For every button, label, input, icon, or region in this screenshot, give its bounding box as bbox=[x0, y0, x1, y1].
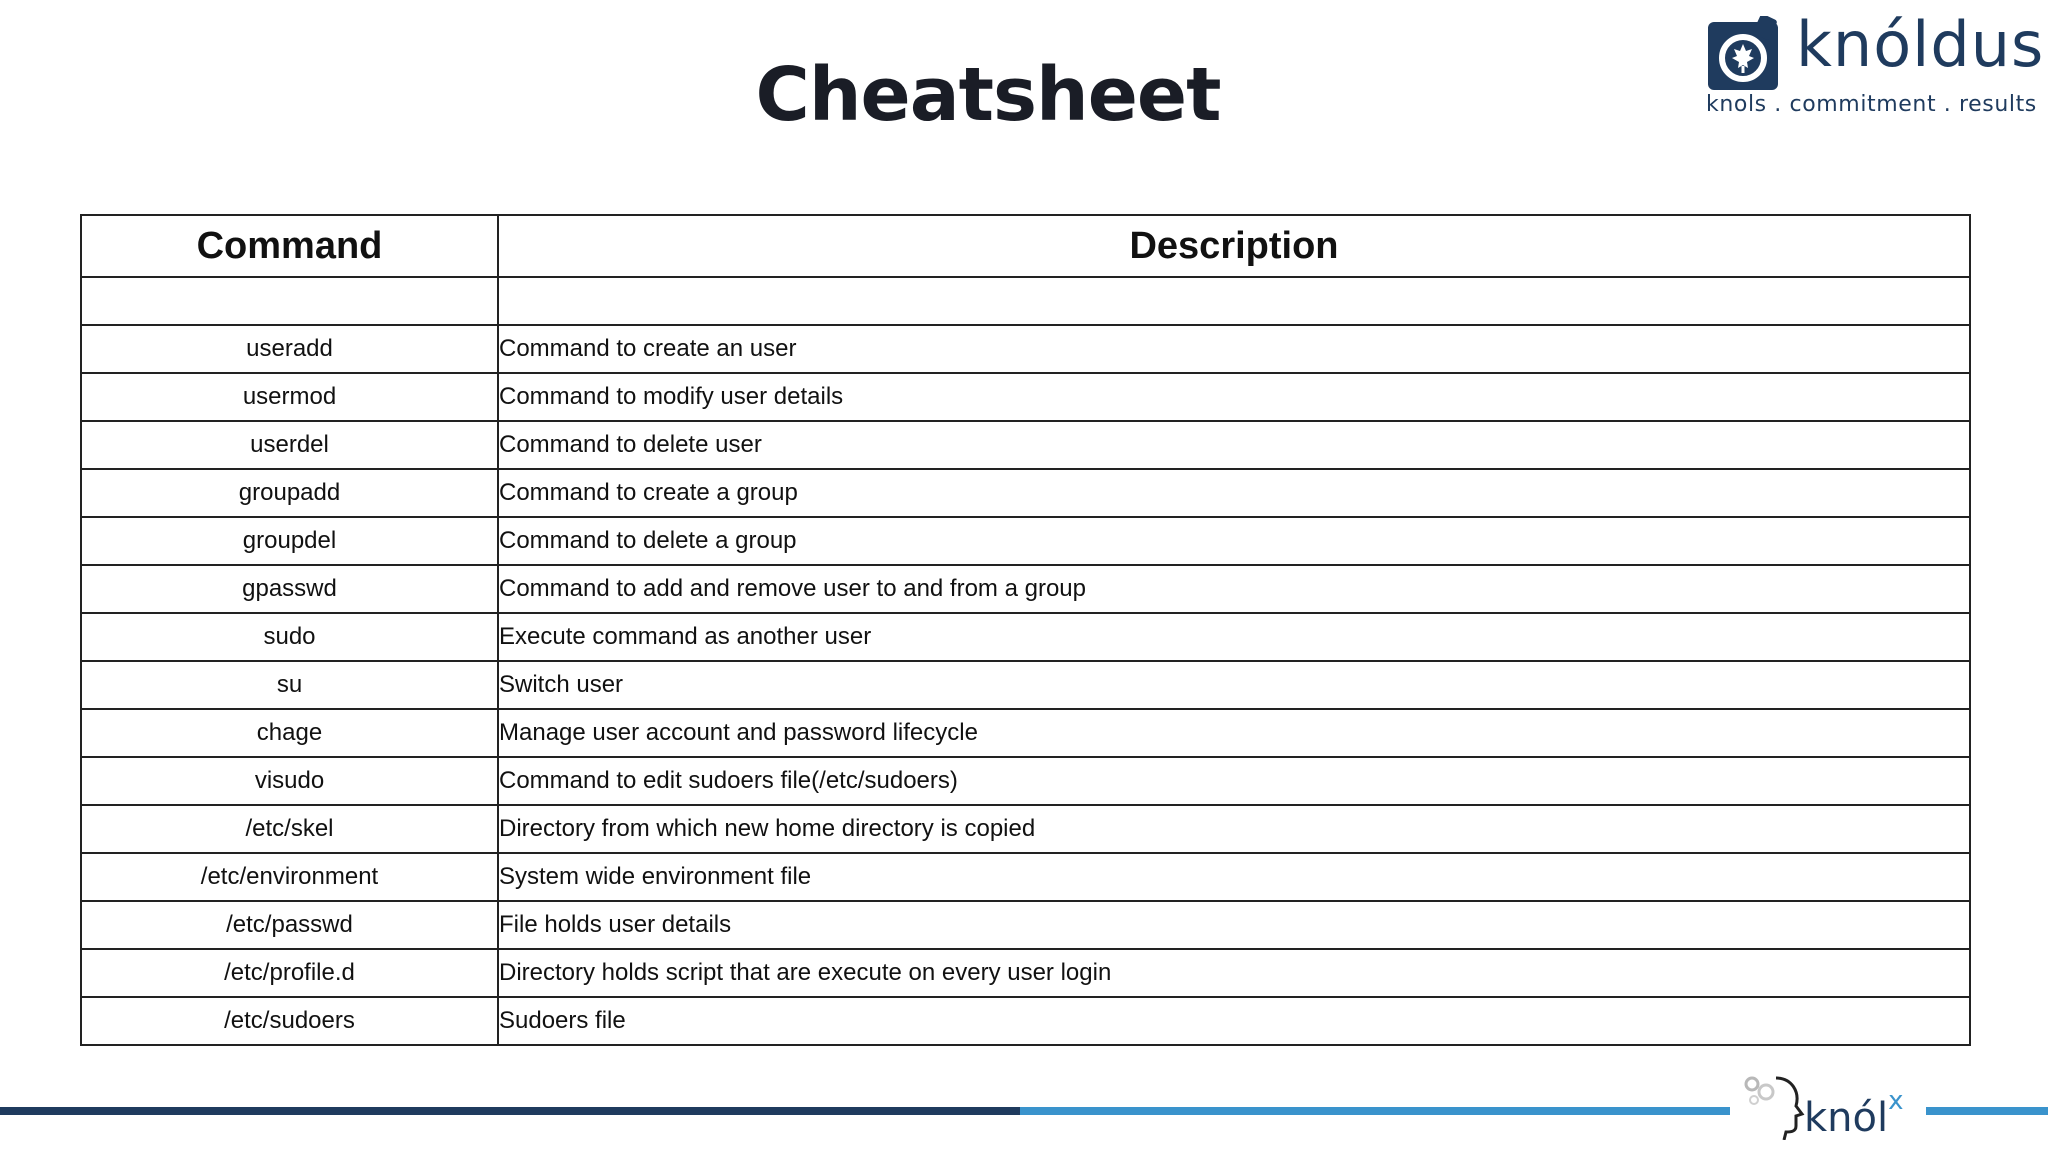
table-header-row bbox=[81, 215, 1970, 277]
command-cell: chage bbox=[81, 709, 498, 757]
table-row bbox=[81, 373, 1970, 421]
head-gears-icon bbox=[1740, 1070, 1806, 1140]
description-cell: Command to edit sudoers file(/etc/sudoers) bbox=[498, 757, 1970, 805]
command-cell: /etc/sudoers bbox=[81, 997, 498, 1045]
knolx-logo bbox=[1730, 1058, 1926, 1152]
command-cell: useradd bbox=[81, 325, 498, 373]
description-cell: Directory holds script that are execute on every user login bbox=[498, 949, 1970, 997]
table-row bbox=[81, 853, 1970, 901]
table-row bbox=[81, 709, 1970, 757]
knolx-text: knól bbox=[1804, 1095, 1889, 1141]
command-cell: /etc/environment bbox=[81, 853, 498, 901]
description-cell: Sudoers file bbox=[498, 997, 1970, 1045]
description-cell: Execute command as another user bbox=[498, 613, 1970, 661]
table-row bbox=[81, 277, 1970, 325]
table-row bbox=[81, 757, 1970, 805]
knoldus-wordmark: knóldus bbox=[1796, 8, 2045, 81]
table-row bbox=[81, 421, 1970, 469]
footer-bar-dark bbox=[0, 1107, 1020, 1115]
description-cell: Manage user account and password lifecycle bbox=[498, 709, 1970, 757]
description-cell: Command to create a group bbox=[498, 469, 1970, 517]
command-cell: su bbox=[81, 661, 498, 709]
command-cell: sudo bbox=[81, 613, 498, 661]
knoldus-logo-icon bbox=[1706, 16, 1782, 92]
knoldus-logo bbox=[1706, 8, 2045, 124]
table-row bbox=[81, 997, 1970, 1045]
knolx-wordmark bbox=[1804, 1086, 1904, 1141]
description-cell: Command to add and remove user to and from a group bbox=[498, 565, 1970, 613]
command-cell: usermod bbox=[81, 373, 498, 421]
description-cell: Directory from which new home directory is copied bbox=[498, 805, 1970, 853]
table-row bbox=[81, 805, 1970, 853]
command-column-header: Command bbox=[81, 215, 498, 277]
command-cell: visudo bbox=[81, 757, 498, 805]
description-cell: Command to create an user bbox=[498, 325, 1970, 373]
command-cell: /etc/skel bbox=[81, 805, 498, 853]
table-row bbox=[81, 469, 1970, 517]
description-cell: Switch user bbox=[498, 661, 1970, 709]
command-cell: /etc/profile.d bbox=[81, 949, 498, 997]
command-cell: groupdel bbox=[81, 517, 498, 565]
description-cell: Command to modify user details bbox=[498, 373, 1970, 421]
knoldus-tagline: knols . commitment . results bbox=[1706, 92, 2037, 117]
description-column-header: Description bbox=[498, 215, 1970, 277]
table-row bbox=[81, 613, 1970, 661]
description-cell: System wide environment file bbox=[498, 853, 1970, 901]
cheatsheet-table bbox=[80, 214, 1971, 1046]
table-row bbox=[81, 901, 1970, 949]
description-cell: Command to delete a group bbox=[498, 517, 1970, 565]
command-cell: /etc/passwd bbox=[81, 901, 498, 949]
page-title: Cheatsheet bbox=[755, 52, 1221, 138]
description-cell: File holds user details bbox=[498, 901, 1970, 949]
table-row bbox=[81, 949, 1970, 997]
table-row bbox=[81, 517, 1970, 565]
command-cell: userdel bbox=[81, 421, 498, 469]
command-cell bbox=[81, 277, 498, 325]
command-cell: groupadd bbox=[81, 469, 498, 517]
table-row bbox=[81, 325, 1970, 373]
description-cell: Command to delete user bbox=[498, 421, 1970, 469]
table-row bbox=[81, 565, 1970, 613]
command-cell: gpasswd bbox=[81, 565, 498, 613]
description-cell bbox=[498, 277, 1970, 325]
table-row bbox=[81, 661, 1970, 709]
knolx-superscript: x bbox=[1888, 1086, 1904, 1116]
